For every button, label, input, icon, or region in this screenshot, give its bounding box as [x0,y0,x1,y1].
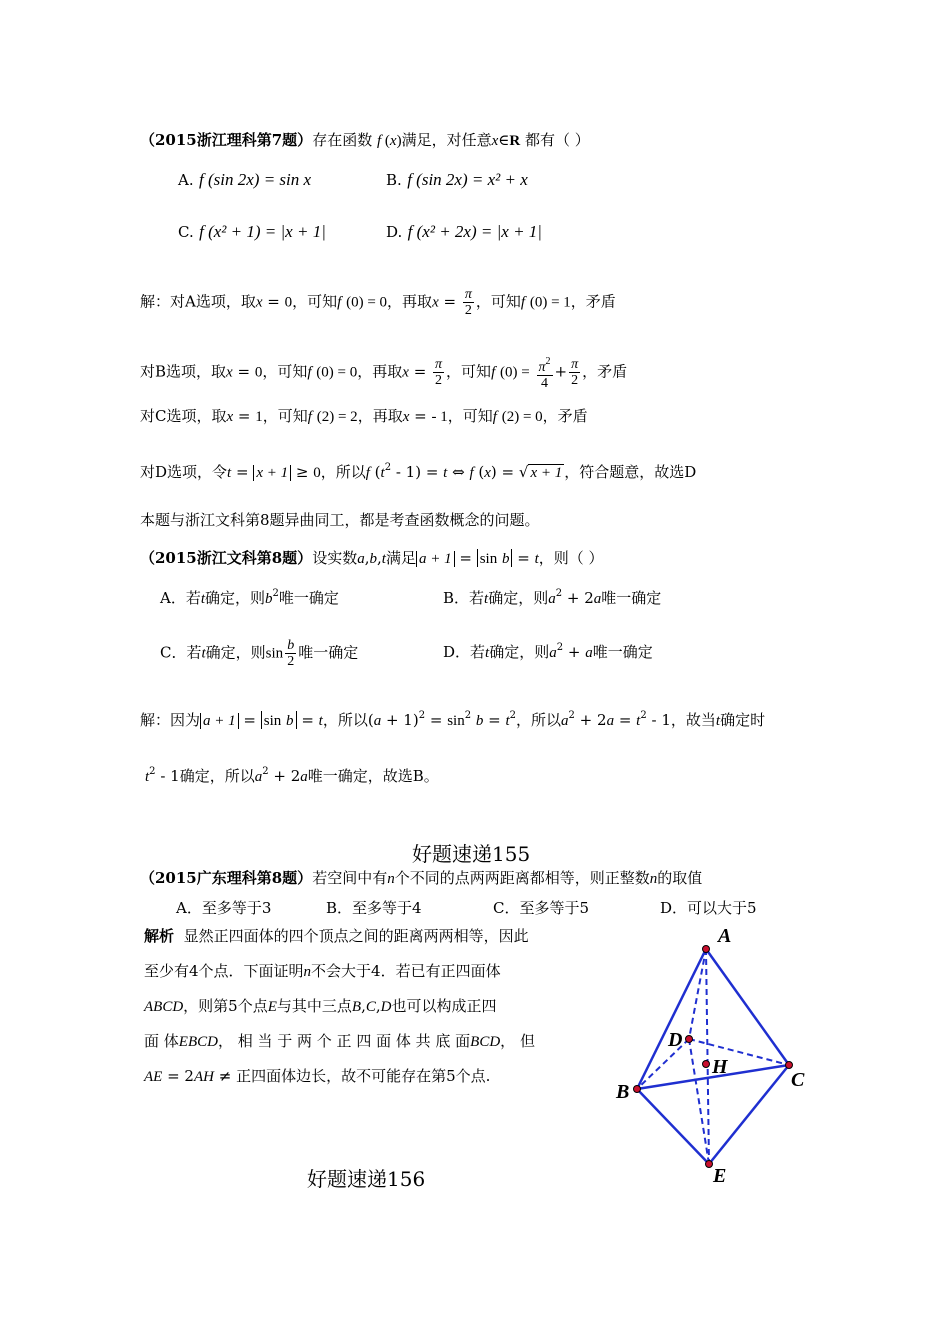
q1-solution-a: 解：对A选项，取x = 0，可知f (0) = 0，再取x = $\frac{\pi}{2}$ ，可知f (0) = 1，矛盾 [140,287,616,318]
q3-analysis-line4: 面 体EBCD， 相 当 于 两 个 正 四 面 体 共 底 面BCD， 但 [144,1032,535,1050]
q2-stem: （2015浙江文科第8题）设实数a,b,t满足 a + 1 = sin b = t，则（ ） [140,549,604,567]
q2-solution-line2: $t^2 - 1$确定，所以$a^2 + 2a$唯一确定，故选B。 [145,766,439,785]
label-d: D [668,1029,683,1051]
q2-option-c: C．若t确定，则sin $\frac{b}{2}$ 唯一确定 [160,638,359,669]
q3-stem: （2015广东理科第8题）若空间中有n个不同的点两两距离都相等，则正整数n的取值 [140,869,703,887]
heading-156: 好题速递156 [307,1167,426,1191]
q3-option-c: C．至多等于5 [493,899,590,917]
q3-option-d: D．可以大于5 [660,899,757,917]
label-b: B [616,1081,630,1103]
label-h: H [712,1056,728,1078]
q3-analysis-line5: AE = 2AH ≠ 正四面体边长，故不可能存在第5个点. [144,1067,491,1085]
q2-option-d: D．若t确定，则$a^2 + a$唯一确定 [443,642,653,661]
q1-note: 本题与浙江文科第8题异曲同工，都是考查函数概念的问题。 [140,511,540,529]
q3-source: （2015广东理科第8题） [140,869,313,887]
q1-fx: f (x) [376,133,402,149]
q1-option-d: D. f (x² + 2x) = |x + 1| [386,222,542,241]
q1-source: （2015浙江理科第7题） [140,131,313,149]
q2-source: （2015浙江文科第8题） [140,549,313,567]
heading-155: 好题速递155 [412,842,531,866]
q1-option-a: A. f (sin 2x) = sin x [178,170,312,189]
label-e: E [713,1165,727,1187]
tetrahedron-figure [600,918,830,1188]
q1-solution-c: 对C选项，取x = 1，可知f (2) = 2，再取x = - 1，可知f (2) = 0，矛盾 [140,407,588,425]
q3-option-b: B．至多等于4 [326,899,422,917]
q1-option-c: C. f (x² + 1) = |x + 1| [178,222,326,241]
label-a: A [718,925,732,947]
q3-analysis-label: 解析 [144,927,175,945]
q3-analysis-line3: ABCD，则第5个点E与其中三点B,C,D也可以构成正四 [144,997,497,1015]
q1-solution-d: 对D选项，令t = x + 1 ≥ 0，所以f $(t^2 - 1) = t$ ⇔ f (x) = √ x + 1 ，符合题意，故选D [140,462,697,481]
q2-option-b: B．若t确定，则$a^2 + 2a$唯一确定 [443,588,662,607]
q3-analysis-line2: 至少有4个点．下面证明n不会大于4．若已有正四面体 [144,962,501,980]
q3-option-a: A．至多等于3 [176,899,272,917]
q2-option-a: A．若t确定，则$b^2$唯一确定 [160,588,339,607]
q1-solution-b: 对B选项，取x = 0，可知f (0) = 0，再取x = $\frac{\pi}{2}$ ，可知f (0) = $\frac{\pi^2}{4}$ + $\frac{\pi}{2}$ ，矛盾 [140,356,628,391]
label-c: C [791,1069,805,1091]
q3-analysis-line1: 解析 显然正四面体的四个顶点之间的距离两两相等，因此 [144,927,529,945]
q1-option-b: B. f (sin 2x) = x² + x [386,170,528,189]
q1-stem: （2015浙江理科第7题）存在函数 f (x)满足，对任意x∈R 都有（ ） [140,131,590,149]
q2-solution-line1: 解：因为 a + 1 = sin b = t，所以$(a + 1)^2 = \sin^2 b = t^2$，所以$a^2 + 2a = t^2 - 1$，故当t确定时 [140,710,766,729]
